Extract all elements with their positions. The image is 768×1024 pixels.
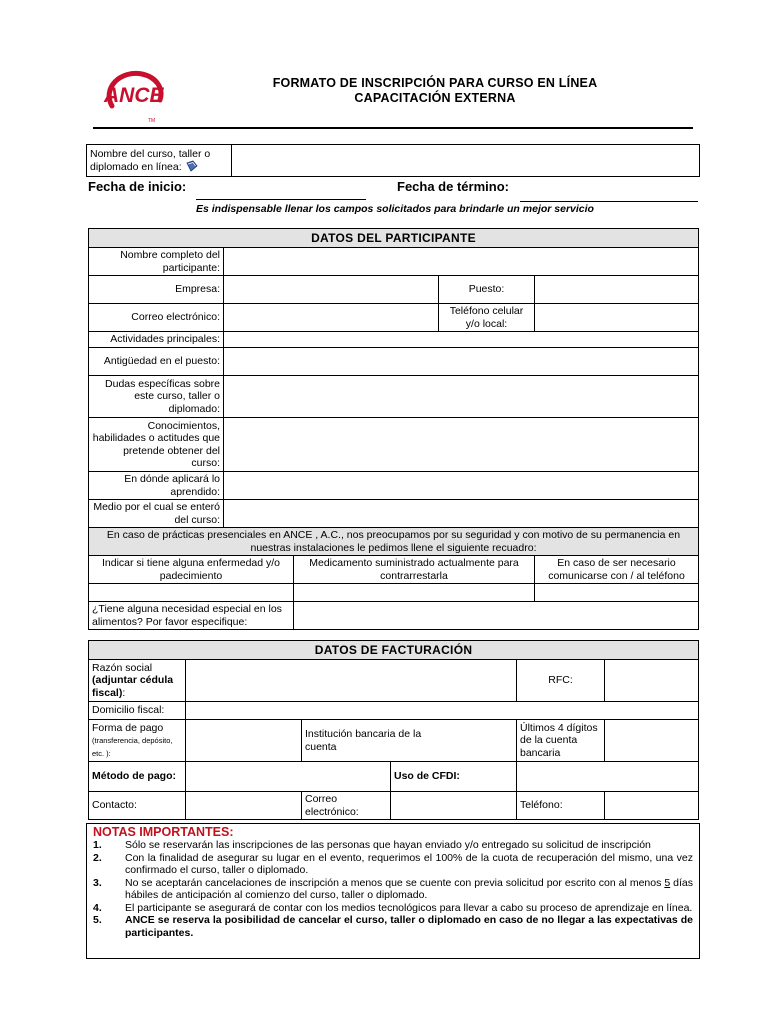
activities-input[interactable] [224,332,699,348]
illness-input[interactable] [89,584,294,602]
position-label: Puesto: [439,276,535,304]
company-label: Empresa: [89,276,224,304]
emergency-label: En caso de ser necesario comunicarse con / al teléfono [535,556,699,584]
note-item: 2. Con la finalidad de asegurar su lugar en el evento, requerimos el 100% de la cuota de recuperación del mismo, una vez confirmado el curso, taller o diplomado. [93,851,693,876]
ultimos-input[interactable] [605,720,699,762]
phone-input[interactable] [535,304,699,332]
course-input[interactable] [232,145,700,177]
course-label: Nombre del curso, taller o diplomado en línea: [87,145,232,177]
participant-table [88,228,699,630]
medicine-input[interactable] [294,584,535,602]
svg-text:TM: TM [148,118,156,124]
rfc-input[interactable] [605,660,699,702]
required-notice: Es indispensable llenar los campos solicitados para brindarle un mejor servicio [196,203,594,215]
doubts-label: Dudas específicas sobre este curso, taller o diplomado: [89,376,224,418]
source-label: Medio por el cual se enteró del curso: [89,500,224,528]
forma-pago-input[interactable] [186,720,302,762]
full-name-input[interactable] [224,248,699,276]
health-intro: En caso de prácticas presenciales en ANCE , A.C., nos preocupamos por su seguridad y con motivo de su permanencia en nuestras instalaciones le pedimos llene el siguiente recuadro: [89,528,699,556]
note-item: 5. ANCE se reserva la posibilidad de cancelar el curso, taller o diplomado en caso de no llegar a las expectativas de participantes. [93,914,693,939]
razon-social-input[interactable] [186,660,517,702]
billing-header: DATOS DE FACTURACIÓN [89,641,699,660]
rfc-label: RFC: [517,660,605,702]
metodo-input[interactable] [186,762,391,792]
cfdi-label: Uso de CFDI: [391,762,517,792]
correo-input[interactable] [391,792,517,820]
email-label: Correo electrónico: [89,304,224,332]
form-title: FORMATO DE INSCRIPCIÓN PARA CURSO EN LÍNEA CAPACITACIÓN EXTERNA [272,76,598,105]
end-date-line[interactable] [520,201,698,202]
ultimos-label: Últimos 4 dígitos de la cuenta bancaria [517,720,605,762]
activities-label: Actividades principales: [89,332,224,348]
knowledge-label: Conocimientos, habilidades o actitudes que pretende obtener del curso: [89,418,224,472]
course-table [86,144,700,177]
apply-label: En dónde aplicará lo aprendido: [89,472,224,500]
doubts-input[interactable] [224,376,699,418]
phone-label: Teléfono celular y/o local: [439,304,535,332]
company-input[interactable] [224,276,439,304]
participant-header: DATOS DEL PARTICIPANTE [89,229,699,248]
document-icon [185,160,199,172]
emergency-input[interactable] [535,584,699,602]
end-date-label: Fecha de término: [397,179,509,194]
contacto-input[interactable] [186,792,302,820]
domicilio-input[interactable] [186,702,699,720]
note-item: 1. Sólo se reservarán las inscripciones de las personas que hayan enviado y/o entregado su solicitud de inscripción [93,839,651,851]
seniority-input[interactable] [224,348,699,376]
domicilio-label: Domicilio fiscal: [89,702,186,720]
food-label: ¿Tiene alguna necesidad especial en los alimentos? Por favor especifique: [89,602,294,630]
contacto-label: Contacto: [89,792,186,820]
position-input[interactable] [535,276,699,304]
apply-input[interactable] [224,472,699,500]
source-input[interactable] [224,500,699,528]
seniority-label: Antigüedad en el puesto: [89,348,224,376]
metodo-label: Método de pago: [89,762,186,792]
note-item: 4. El participante se asegurará de contar con los medios tecnológicos para llevar a cabo su proceso de aprendizaje en línea. [93,901,693,914]
important-notes [86,823,700,959]
knowledge-input[interactable] [224,418,699,472]
note-item: 3. No se aceptarán cancelaciones de inscripción a menos que se cuente con previa solicitud por escrito con al menos 5 días hábiles de anticipación al comienzo del curso, taller o diplomado. [93,876,693,901]
illness-label: Indicar si tiene alguna enfermedad y/o padecimiento [89,556,294,584]
full-name-label: Nombre completo del participante: [89,248,224,276]
correo-label: Correo electrónico: [302,792,391,820]
forma-pago-label: Forma de pago (transferencia, depósito, etc. ): [89,720,186,762]
start-date-label: Fecha de inicio: [88,179,187,194]
cfdi-input[interactable] [517,762,699,792]
start-date-line[interactable] [196,199,366,200]
ance-logo [98,66,170,126]
telefono-label: Teléfono: [517,792,605,820]
email-input[interactable] [224,304,439,332]
header-divider [93,127,693,129]
svg-text:ANCE: ANCE [104,84,164,107]
billing-table [88,640,699,820]
food-input[interactable] [294,602,699,630]
notes-title: NOTAS IMPORTANTES: [93,825,234,839]
telefono-input[interactable] [605,792,699,820]
medicine-label: Medicamento suministrado actualmente para contrarrestarla [294,556,535,584]
razon-social-label: Razón social (adjuntar cédula fiscal): [89,660,186,702]
institucion-label: Institución bancaria de la cuenta [302,720,517,762]
